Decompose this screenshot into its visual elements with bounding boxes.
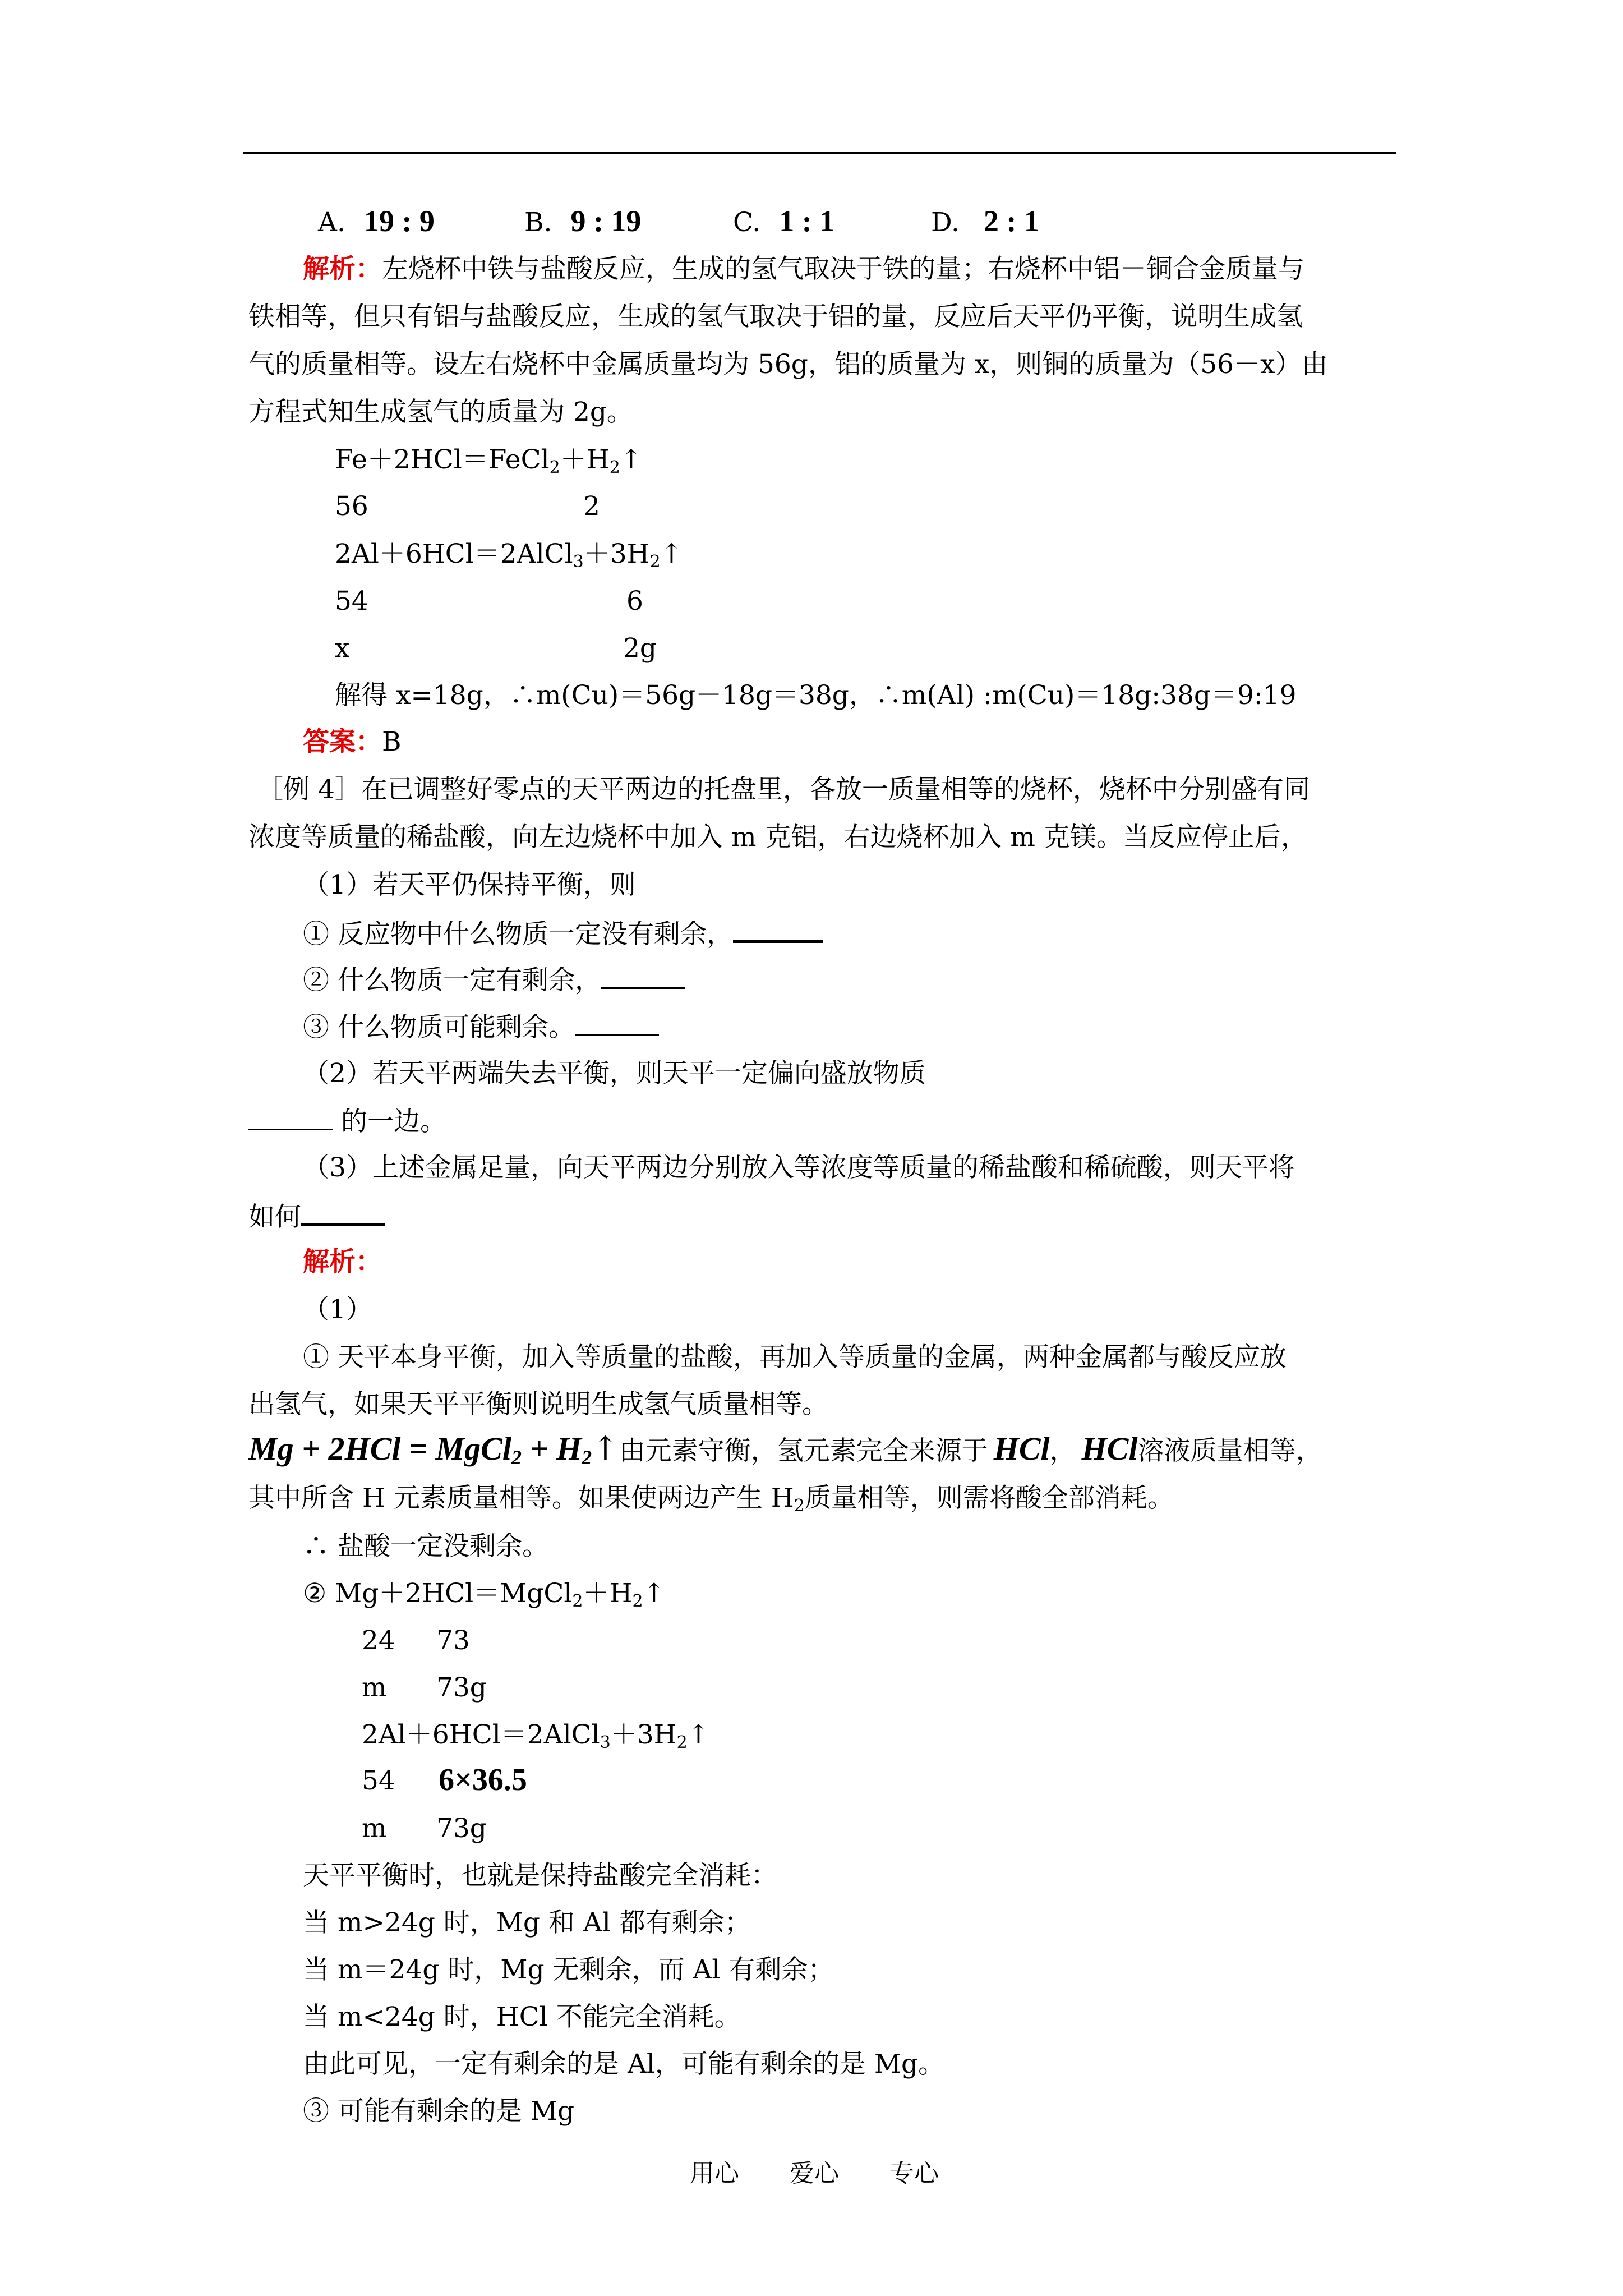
analysis2-heading-line: [303, 1245, 382, 1279]
question-1c: [303, 1010, 659, 1045]
conclusion-line-4: 当 m<24g 时，HCl 不能完全消耗。: [303, 2001, 741, 2032]
analysis1-line4: 方程式知生成氢气的质量为 2g。: [248, 397, 633, 427]
answer-line: [303, 725, 402, 759]
equation-mg: [303, 1577, 665, 1611]
mg-formula-tail: + H: [521, 1430, 582, 1467]
conclusion-line-2: 当 m>24g 时，Mg 和 Al 都有剩余；: [303, 1907, 751, 1938]
question-2: （2）若天平两端失去平衡，则天平一定偏向盛放物质: [303, 1058, 926, 1089]
analysis1-line1: [303, 252, 1304, 286]
analysis1-line1-text: 左烧杯中铁与盐酸反应，生成的氢气取决于铁的量；右烧杯中铝－铜合金质量与: [382, 254, 1304, 284]
equation-fe-tail: ＋H: [560, 444, 610, 475]
conclusion-line-5: 由此可见，一定有剩余的是 Al，可能有剩余的是 Mg。: [303, 2049, 945, 2079]
answer-blank[interactable]: [301, 1198, 385, 1226]
equation-al2-tail: ＋3H: [610, 1719, 677, 1750]
question-3-tail: 如何: [248, 1202, 301, 1232]
subscript: 2: [582, 1446, 592, 1469]
subscript: 2: [572, 1591, 583, 1611]
up-arrow-icon: ↑: [620, 444, 643, 475]
answer-blank[interactable]: [601, 963, 685, 989]
equation-al: [335, 537, 683, 571]
answer-label: 答案：: [303, 726, 382, 757]
equation-mg-main: ② Mg＋2HCl＝MgCl: [303, 1578, 573, 1609]
question-3: （3）上述金属足量，向天平两边分别放入等浓度等质量的稀盐酸和稀硫酸，则天平将: [303, 1152, 1295, 1183]
option-b: [524, 204, 641, 240]
option-a-label: A.: [318, 207, 345, 238]
mg-formula: Mg + 2HCl = MgCl: [248, 1430, 511, 1467]
analysis1-heading: 解析：: [303, 254, 382, 284]
equation-mg-tail: ＋H: [583, 1578, 633, 1609]
analysis1-line3: 气的质量相等。设左右烧杯中金属质量均为 56g，铝的质量为 x，则铜的质量为（56－x）由: [248, 349, 1328, 380]
ratio-mg-mass: 24: [362, 1625, 395, 1656]
footer-word-1: 用心: [690, 2159, 739, 2188]
subscript: 2: [794, 1496, 805, 1516]
ratio-73g-2: 73g: [436, 1813, 487, 1844]
subscript: 2: [676, 1733, 688, 1752]
subscript: 2: [609, 458, 620, 477]
example4-line1: ［例 4］在已调整好零点的天平两边的托盘里，各放一质量相等的烧杯，烧杯中分别盛有同: [257, 774, 1310, 805]
example4-line2: 浓度等质量的稀盐酸，向左边烧杯中加入 m 克铝，右边烧杯加入 m 克镁。当反应停止后，: [248, 822, 1307, 853]
answer-blank[interactable]: [575, 1010, 659, 1036]
conclusion-line-3: 当 m＝24g 时，Mg 无剩余，而 Al 有剩余；: [303, 1954, 834, 1985]
subscript: 3: [573, 552, 584, 572]
up-arrow-icon: ↑: [643, 1578, 665, 1609]
footer-word-2: 爱心: [790, 2159, 839, 2188]
ratio-al-h2: 6: [626, 586, 643, 616]
equation-fe: [335, 443, 642, 477]
conclusion-hcl: ∴ 盐酸一定没剩余。: [303, 1531, 548, 1562]
equation-al-tail: ＋3H: [583, 539, 650, 569]
ratio-al2-mass: 54: [362, 1765, 395, 1796]
option-c-label: C.: [733, 207, 761, 238]
subscript: 2: [511, 1446, 522, 1469]
ratio-m-2: m: [362, 1813, 387, 1844]
ratio-fe-mass: 56: [335, 491, 368, 522]
equation-al2-main: 2Al＋6HCl＝2AlCl: [362, 1719, 600, 1750]
subscript: 2: [632, 1591, 643, 1611]
option-d-value: 2 : 1: [983, 204, 1039, 238]
ratio-2g: 2g: [623, 633, 657, 664]
subscript: 3: [600, 1733, 611, 1752]
option-c-value: 1 : 1: [779, 204, 835, 238]
answer-blank[interactable]: [248, 1104, 333, 1130]
ratio-fe-h2: 2: [583, 491, 600, 522]
question-1a: [303, 915, 823, 951]
analysis1-line2: 铁相等，但只有铝与盐酸反应，生成的氢气取决于铝的量，反应后天平仍平衡，说明生成氢: [248, 301, 1303, 332]
footer-word-3: 专心: [889, 2159, 939, 2188]
ratio-al2-hcl: 6×36.5: [439, 1763, 527, 1797]
comma: ，: [1049, 1435, 1076, 1466]
conclusion-line-6: ③ 可能有剩余的是 Mg: [303, 2096, 575, 2127]
question-1b-text: ② 什么物质一定有剩余，: [303, 965, 601, 996]
p5-tail: 质量相等，则需将酸全部消耗。: [804, 1483, 1174, 1513]
analysis2-line-p2: ① 天平本身平衡，加入等质量的盐酸，再加入等质量的金属，两种金属都与酸反应放: [303, 1342, 1287, 1373]
question-2-tail: 的一边。: [333, 1106, 446, 1137]
answer-blank[interactable]: [733, 915, 823, 943]
question-1c-text: ③ 什么物质可能剩余。: [303, 1012, 575, 1043]
conservation-line: [248, 1429, 1322, 1469]
conservation-tail: 溶液质量相等，: [1137, 1435, 1322, 1466]
ratio-73g: 73g: [436, 1672, 487, 1703]
up-arrow-icon: ↑: [660, 539, 683, 569]
hcl-symbol: HCl: [1081, 1430, 1138, 1467]
option-c: [733, 204, 834, 240]
option-a-value: 19 : 9: [363, 204, 435, 238]
conservation-text: 由元素守衡，氢元素完全来源于: [619, 1435, 988, 1466]
ratio-m: m: [362, 1672, 387, 1703]
equation-al-main: 2Al＋6HCl＝2AlCl: [335, 539, 573, 569]
analysis2-line-p3: 出氢气，如果天平平衡则说明生成氢气质量相等。: [248, 1389, 828, 1420]
analysis2-heading: 解析：: [303, 1246, 382, 1277]
ratio-al-mass: 54: [335, 586, 368, 616]
ratio-mg-hcl: 73: [436, 1625, 470, 1656]
hcl-symbol: HCl: [993, 1430, 1050, 1467]
question-1a-text: ① 反应物中什么物质一定没有剩余，: [303, 919, 733, 950]
option-b-value: 9 : 19: [570, 204, 642, 238]
up-arrow-icon: ↑: [687, 1719, 710, 1750]
question-1b: [303, 963, 685, 997]
p5-text: 其中所含 H 元素质量相等。如果使两边产生 H: [248, 1483, 794, 1513]
header-rule: [243, 152, 1396, 154]
analysis2-line-p5: [248, 1481, 1174, 1515]
solution-line: 解得 x=18g，∴m(Cu)＝56g－18g＝38g，∴m(Al) :m(Cu)＝18g:38g＝9:19: [335, 680, 1297, 711]
question-2-cont: [248, 1104, 446, 1139]
subscript: 2: [649, 552, 661, 572]
option-b-label: B.: [524, 207, 552, 238]
equation-al-2: [362, 1718, 709, 1752]
analysis2-part1: （1）: [303, 1294, 372, 1325]
equation-fe-main: Fe＋2HCl＝FeCl: [335, 444, 550, 475]
question-1: （1）若天平仍保持平衡，则: [303, 869, 636, 900]
conclusion-line-1: 天平平衡时，也就是保持盐酸完全消耗：: [303, 1860, 777, 1891]
option-a: [318, 204, 435, 240]
subscript: 2: [549, 458, 560, 477]
page-footer: [690, 2153, 989, 2189]
up-arrow-icon: ↑: [592, 1429, 619, 1467]
option-d: [931, 204, 1039, 240]
question-3-cont: [248, 1198, 385, 1234]
ratio-x: x: [335, 633, 350, 664]
answer-value: B: [382, 726, 402, 757]
option-d-label: D.: [931, 207, 960, 238]
